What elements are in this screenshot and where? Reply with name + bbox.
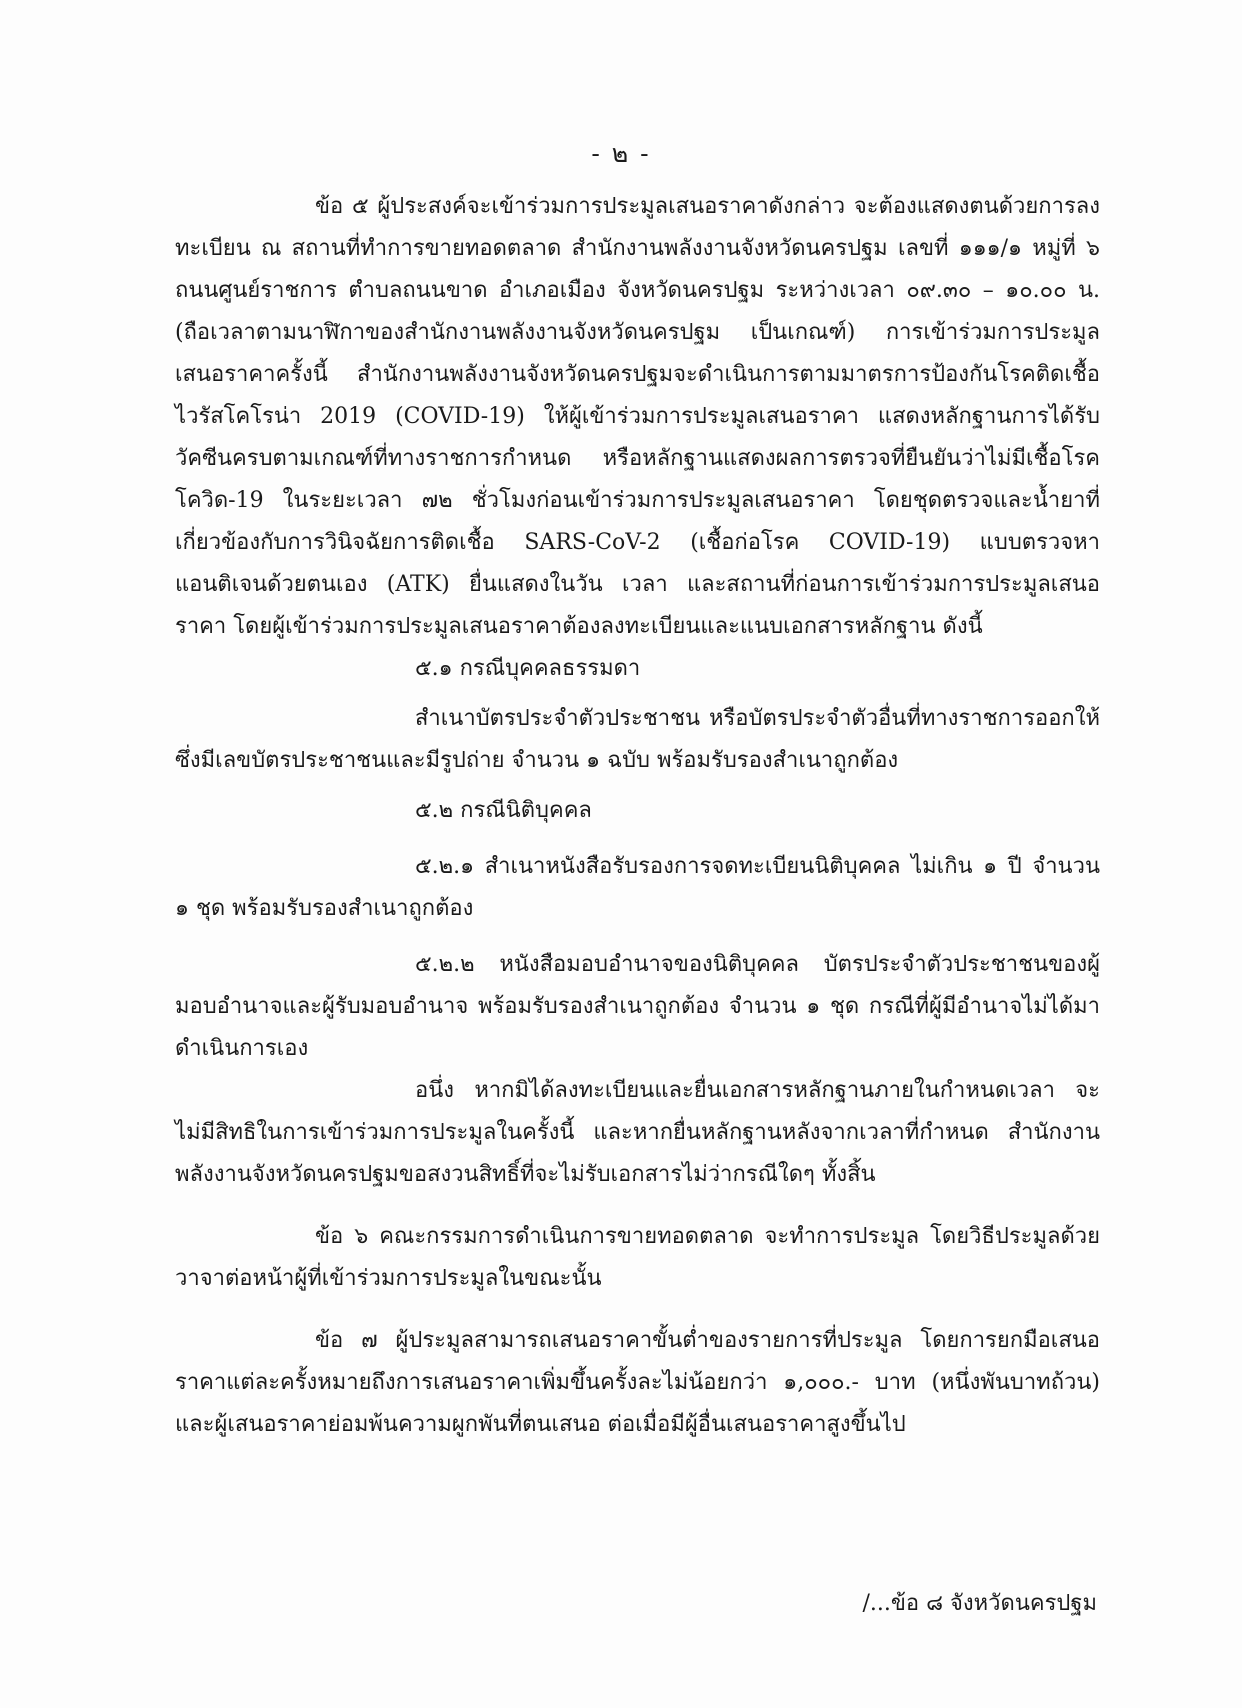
clause-5-1-body: สำเนาบัตรประจำตัวประชาชน หรือบัตรประจำตัวอื่นที่ทางราชการออกให้ ซึ่งมีเลขบัตรประชาชนและมีรูปถ่าย จำนวน ๑ ฉบับ พร้อมรับรองสำเนาถูกต้อง	[175, 706, 1100, 773]
clause-5-1-heading: ๕.๑ กรณีบุคคลธรรมดา	[415, 656, 641, 681]
clause-5-intro: ข้อ ๕ ผู้ประสงค์จะเข้าร่วมการประมูลเสนอราคาดังกล่าว จะต้องแสดงตนด้วยการลงทะเบียน ณ สถานที่ทำการขายทอดตลาด สำนักงานพลังงานจังหวัดนครปฐม เลขที่ ๑๑๑/๑ หมู่ที่ ๖ ถนนศูนย์ราชการ ตำบลถนนขาด อำเภอเมือง จังหวัดนครปฐม ระหว่างเวลา ๐๙.๓๐ – ๑๐.๐๐ น. (ถือเวลาตามนาฬิกาของสำนักงานพลังงานจังหวัดนครปฐม เป็นเกณฑ์) การเข้าร่วมการประมูลเสนอราคาครั้งนี้ สำนักงานพลังงานจังหวัดนครปฐมจะดำเนินการตามมาตรการป้องกันโรคติดเชื้อไวรัสโคโรน่า 2019 (COVID-19) ให้ผู้เข้าร่วมการประมูลเสนอราคา แสดงหลักฐานการได้รับวัคซีนครบตามเกณฑ์ที่ทางราชการกำหนด หรือหลักฐานแสดงผลการตรวจที่ยืนยันว่าไม่มีเชื้อโรคโควิด-19 ในระยะเวลา ๗๒ ชั่วโมงก่อนเข้าร่วมการประมูลเสนอราคา โดยชุดตรวจและน้ำยาที่เกี่ยวข้องกับการวินิจฉัยการติดเชื้อ SARS-CoV-2 (เชื้อก่อโรค COVID-19) แบบตรวจหาแอนติเจนด้วยตนเอง (ATK) ยื่นแสดงในวัน เวลา และสถานที่ก่อนการเข้าร่วมการประมูลเสนอราคา โดยผู้เข้าร่วมการประมูลเสนอราคาต้องลงทะเบียนและแนบเอกสารหลักฐาน ดังนี้	[175, 194, 1100, 639]
clause-5-2-2: ๕.๒.๒ หนังสือมอบอำนาจของนิติบุคคล บัตรประจำตัวประชาชนของผู้มอบอำนาจและผู้รับมอบอำนาจ พร้อมรับรองสำเนาถูกต้อง จำนวน ๑ ชุด กรณีที่ผู้มีอำนาจไม่ได้มาดำเนินการเอง	[175, 952, 1100, 1061]
clause-5-2-1: ๕.๒.๑ สำเนาหนังสือรับรองการจดทะเบียนนิติบุคคล ไม่เกิน ๑ ปี จำนวน ๑ ชุด พร้อมรับรองสำเนาถูกต้อง	[175, 854, 1100, 921]
clause-6: ข้อ ๖ คณะกรรมการดำเนินการขายทอดตลาด จะทำการประมูล โดยวิธีประมูลด้วยวาจาต่อหน้าผู้ที่เข้าร่วมการประมูลในขณะนั้น	[175, 1224, 1100, 1291]
document-body	[175, 186, 1100, 1446]
clause-5-note: อนึ่ง หากมิได้ลงทะเบียนและยื่นเอกสารหลักฐานภายในกำหนดเวลา จะไม่มีสิทธิในการเข้าร่วมการประมูลในครั้งนี้ และหากยื่นหลักฐานหลังจากเวลาที่กำหนด สำนักงานพลังงานจังหวัดนครปฐมขอสงวนสิทธิ์ที่จะไม่รับเอกสารไม่ว่ากรณีใดๆ ทั้งสิ้น	[175, 1078, 1100, 1187]
clause-7: ข้อ ๗ ผู้ประมูลสามารถเสนอราคาขั้นต่ำของรายการที่ประมูล โดยการยกมือเสนอราคาแต่ละครั้งหมายถึงการเสนอราคาเพิ่มขึ้นครั้งละไม่น้อยกว่า ๑,๐๐๐.- บาท (หนึ่งพันบาทถ้วน) และผู้เสนอราคาย่อมพ้นความผูกพันที่ตนเสนอ ต่อเมื่อมีผู้อื่นเสนอราคาสูงขึ้นไป	[175, 1328, 1100, 1437]
page-number: - ๒ -	[591, 139, 651, 168]
continuation-reference: /...ข้อ ๘ จังหวัดนครปฐม	[862, 1591, 1097, 1616]
clause-5-2-heading: ๕.๒ กรณีนิติบุคคล	[415, 798, 592, 823]
